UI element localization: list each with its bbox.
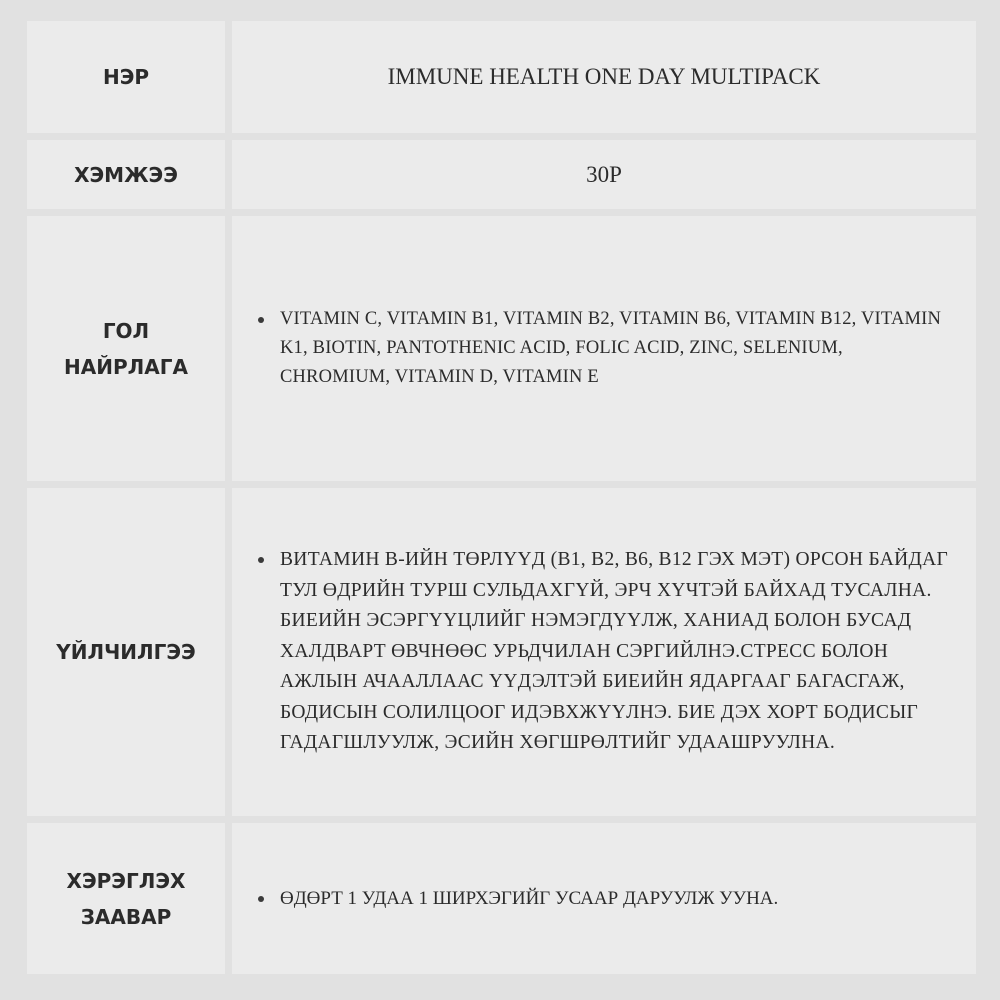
usage-label-cell <box>27 823 225 974</box>
effects-list <box>256 545 956 759</box>
ingredients-list <box>256 305 956 392</box>
effects-value-cell <box>232 488 976 816</box>
size-value: 30P <box>586 161 622 187</box>
effects-label: ҮЙЛЧИЛГЭЭ <box>56 640 196 664</box>
usage-label-line1: ХЭРЭГЛЭХ <box>66 868 186 893</box>
ingredients-label-line1: ГОЛ <box>102 318 150 343</box>
name-value-cell <box>232 21 976 133</box>
usage-list <box>256 884 778 914</box>
name-label: НЭР <box>102 65 150 89</box>
usage-value-cell <box>232 823 976 974</box>
ingredients-label <box>64 313 188 385</box>
size-value-cell <box>232 140 976 209</box>
effects-list-item: ВИТАМИН В-ИЙН ТӨРЛҮҮД (B1, B2, B6, B12 ГЭХ МЭТ) ОРСОН БАЙДАГ ТУЛ ӨДРИЙН ТУРШ СУЛЬДАХГҮЙ, ЭРЧ ХҮЧТЭЙ БАЙХАД ТУСАЛНА. БИЕИЙН ЭСЭРГҮҮЦЛИЙГ НЭМЭГДҮҮЛЖ, ХАНИАД БОЛОН БУСАД ХАЛДВАРТ ӨВЧНӨӨС УРЬДЧИЛАН СЭРГИЙЛНЭ.СТРЕСС БОЛОН АЖЛЫН АЧААЛЛААС ҮҮДЭЛТЭЙ БИЕИЙН ЯДАРГААГ БАГАСГАЖ, БОДИСЫН СОЛИЛЦООГ ИДЭВХЖҮҮЛНЭ. БИЕ ДЭХ ХОРТ БОДИСЫГ ГАДАГШЛУУЛЖ, ЭСИЙН ХӨГШРӨЛТИЙГ УДААШРУУЛНА. <box>256 545 956 759</box>
effects-label-cell <box>27 488 225 816</box>
size-label-cell <box>27 140 225 209</box>
product-name: IMMUNE HEALTH ONE DAY MULTIPACK <box>387 64 821 89</box>
usage-list-item: ӨДӨРТ 1 УДАА 1 ШИРХЭГИЙГ УСААР ДАРУУЛЖ УУНА. <box>256 884 778 914</box>
size-label: ХЭМЖЭЭ <box>74 162 178 187</box>
ingredients-list-item: VITAMIN C, VITAMIN B1, VITAMIN B2, VITAMIN B6, VITAMIN B12, VITAMIN K1, BIOTIN, PANTOTHENIC ACID, FOLIC ACID, ZINC, SELENIUM, CHROMIUM, VITAMIN D, VITAMIN E <box>256 305 956 392</box>
ingredients-label-cell <box>27 216 225 481</box>
usage-label-line2: ЗААВАР <box>80 904 172 929</box>
usage-label <box>67 863 186 935</box>
ingredients-label-line2: НАЙРЛАГА <box>64 354 188 379</box>
ingredients-value-cell <box>232 216 976 481</box>
name-label-cell <box>27 21 225 133</box>
